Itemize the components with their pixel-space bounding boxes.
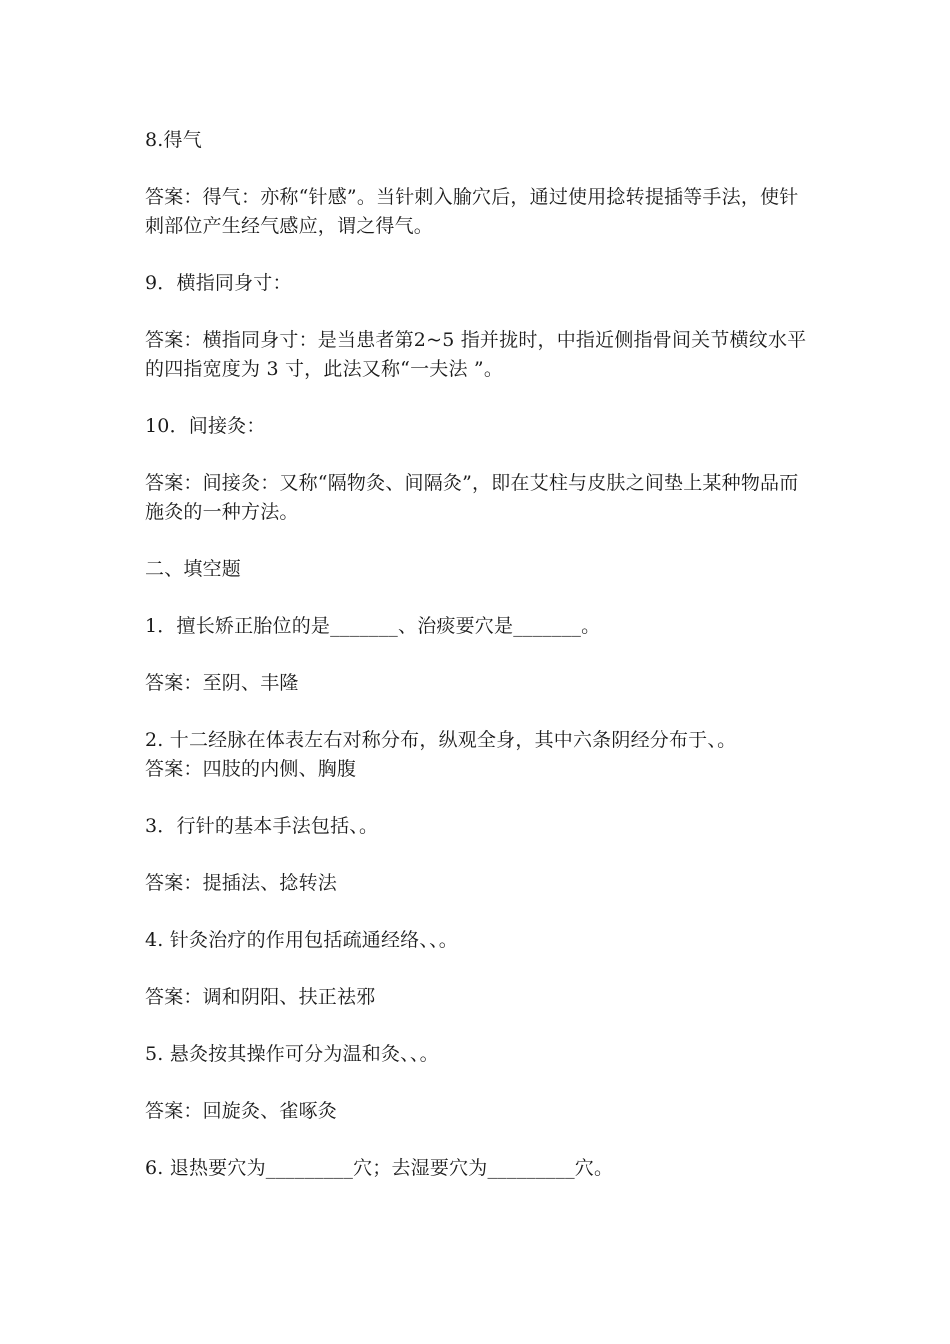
- answer-1: 答案：至阴、丰隆: [145, 672, 299, 694]
- term-heading-10: 10．间接灸：: [145, 415, 266, 437]
- question-3: 3．行针的基本手法包括、。: [145, 815, 379, 837]
- answer-10: 答案：间接灸：又称“隔物灸、间隔灸”，即在艾柱与皮肤之间垫上某种物品而施灸的一种方法。: [145, 472, 799, 523]
- question-1: 1．擅长矫正胎位的是_______、治痰要穴是_______。: [145, 615, 601, 637]
- answer-2: 答案：四肢的内侧、胸腹: [145, 758, 357, 780]
- question-2: 2. 十二经脉在体表左右对称分布，纵观全身，其中六条阴经分布于、。: [145, 729, 737, 751]
- question-5: 5. 悬灸按其操作可分为温和灸、、。: [145, 1043, 439, 1065]
- answer-5: 答案：回旋灸、雀啄灸: [145, 1100, 338, 1122]
- term-heading-8: 8.得气: [145, 129, 202, 151]
- answer-9: 答案：横指同身寸：是当患者第2~5 指并拢时，中指近侧指骨间关节横纹水平的四指宽度为 3 寸，此法又称“一夫法 ”。: [145, 329, 807, 380]
- term-heading-9: 9．横指同身寸：: [145, 272, 292, 294]
- answer-4: 答案：调和阴阳、扶正祛邪: [145, 986, 376, 1008]
- section-heading-fill-in: 二、填空题: [145, 558, 242, 580]
- answer-8: 答案：得气：亦称“针感”。当针刺入腧穴后，通过使用捻转提插等手法，使针刺部位产生经气感应，谓之得气。: [145, 186, 799, 237]
- document-body: [145, 126, 815, 1183]
- answer-3: 答案：提插法、捻转法: [145, 872, 338, 894]
- question-4: 4. 针灸治疗的作用包括疏通经络、、。: [145, 929, 458, 951]
- question-6: 6. 退热要穴为_________穴；去湿要穴为_________穴。: [145, 1157, 614, 1179]
